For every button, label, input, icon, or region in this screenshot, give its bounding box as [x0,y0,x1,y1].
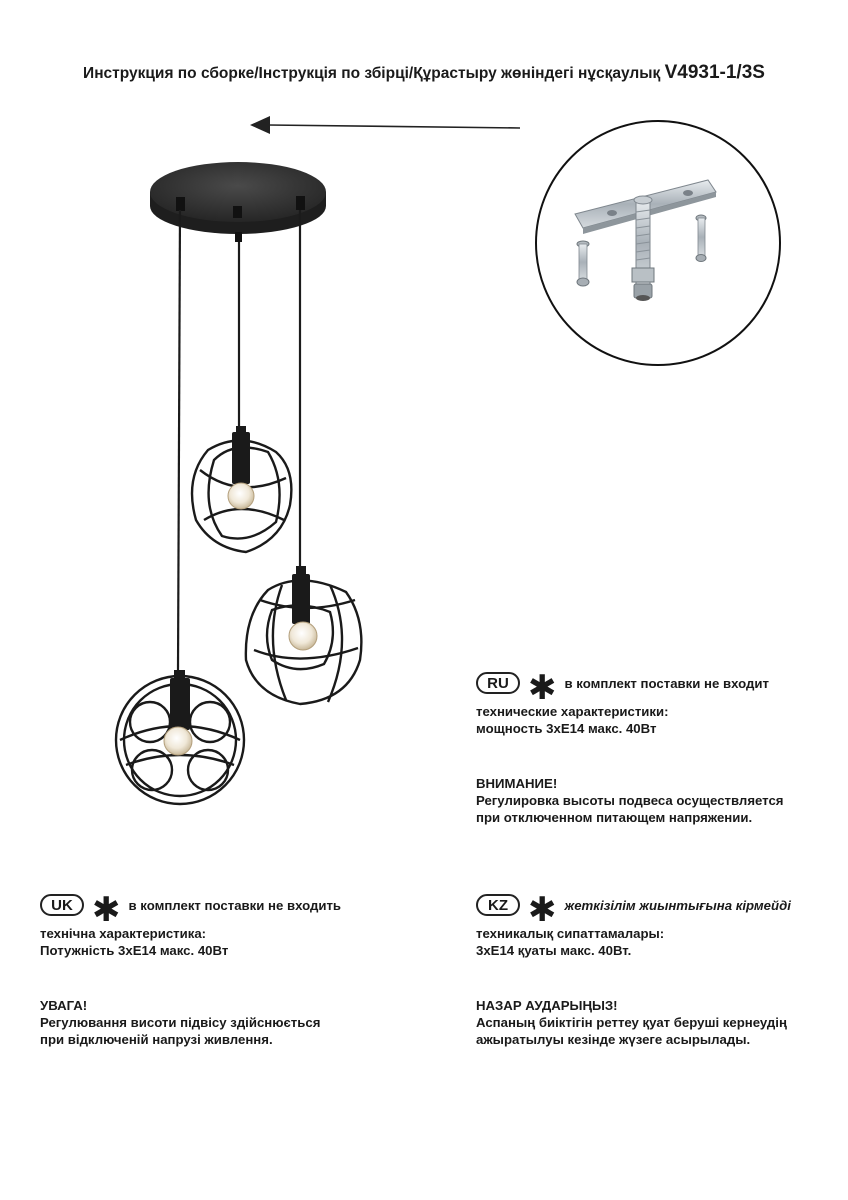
uk-section [40,892,341,1048]
uk-warning-title: УВАГА! [40,998,88,1013]
kz-warning-line1: Аспаның биіктігін реттеу қуат беруші кернеудің [476,1015,787,1030]
ru-warning-line1: Регулировка высоты подвеса осуществляется [476,793,784,808]
ru-spec-title: технические характеристики: [476,704,669,719]
lamp-shade-right [246,566,362,704]
asterisk-icon: ✱ [528,669,557,707]
kz-not-included-note: жеткізілім жиынтығына кірмейді [564,897,791,913]
ru-language-badge: RU [476,672,520,694]
uk-not-included-note: в комплект поставки не входить [128,897,342,913]
kz-warning-title: НАЗАР АУДАРЫҢЫЗ! [476,998,618,1013]
ru-warning-title: ВНИМАНИЕ! [476,776,558,791]
asterisk-icon: ✱ [528,891,557,929]
uk-warning-line1: Регулювання висоти підвісу здійснюється [40,1015,321,1030]
asterisk-icon: ✱ [92,891,121,929]
lamp-shade-middle [192,426,291,552]
ru-not-included-note: в комплект поставки не входит [564,675,769,691]
ru-section [476,670,783,826]
kz-warning-line2: ажыратылуы кезінде жүзеге асырылады. [476,1032,751,1047]
kz-language-badge: KZ [476,894,520,916]
model-number: V4931-1/3S [664,62,765,83]
mounting-bracket-detail [536,121,780,365]
kz-spec-title: техникалық сипаттамалары: [476,926,665,941]
kz-spec-value: 3хЕ14 қуаты макс. 40Вт. [476,943,632,958]
title-text: Инструкция по сборке/Інструкція по збірці/Құрастыру жөніндегі нұсқаулық [83,65,661,82]
screw-left [577,241,589,286]
uk-spec-title: технічна характеристика: [40,926,207,941]
uk-warning-line2: при відключеній напрузі живлення. [40,1032,273,1047]
ru-spec-value: мощность 3хЕ14 макс. 40Вт [476,721,657,736]
lamp-shade-left [116,670,244,804]
arrow-left-icon [250,116,520,134]
kz-section [476,892,791,1048]
uk-language-badge: UK [40,894,84,916]
ru-warning-line2: при отключенном питающем напряжении. [476,810,753,825]
uk-spec-value: Потужність 3хЕ14 макс. 40Вт [40,943,229,958]
